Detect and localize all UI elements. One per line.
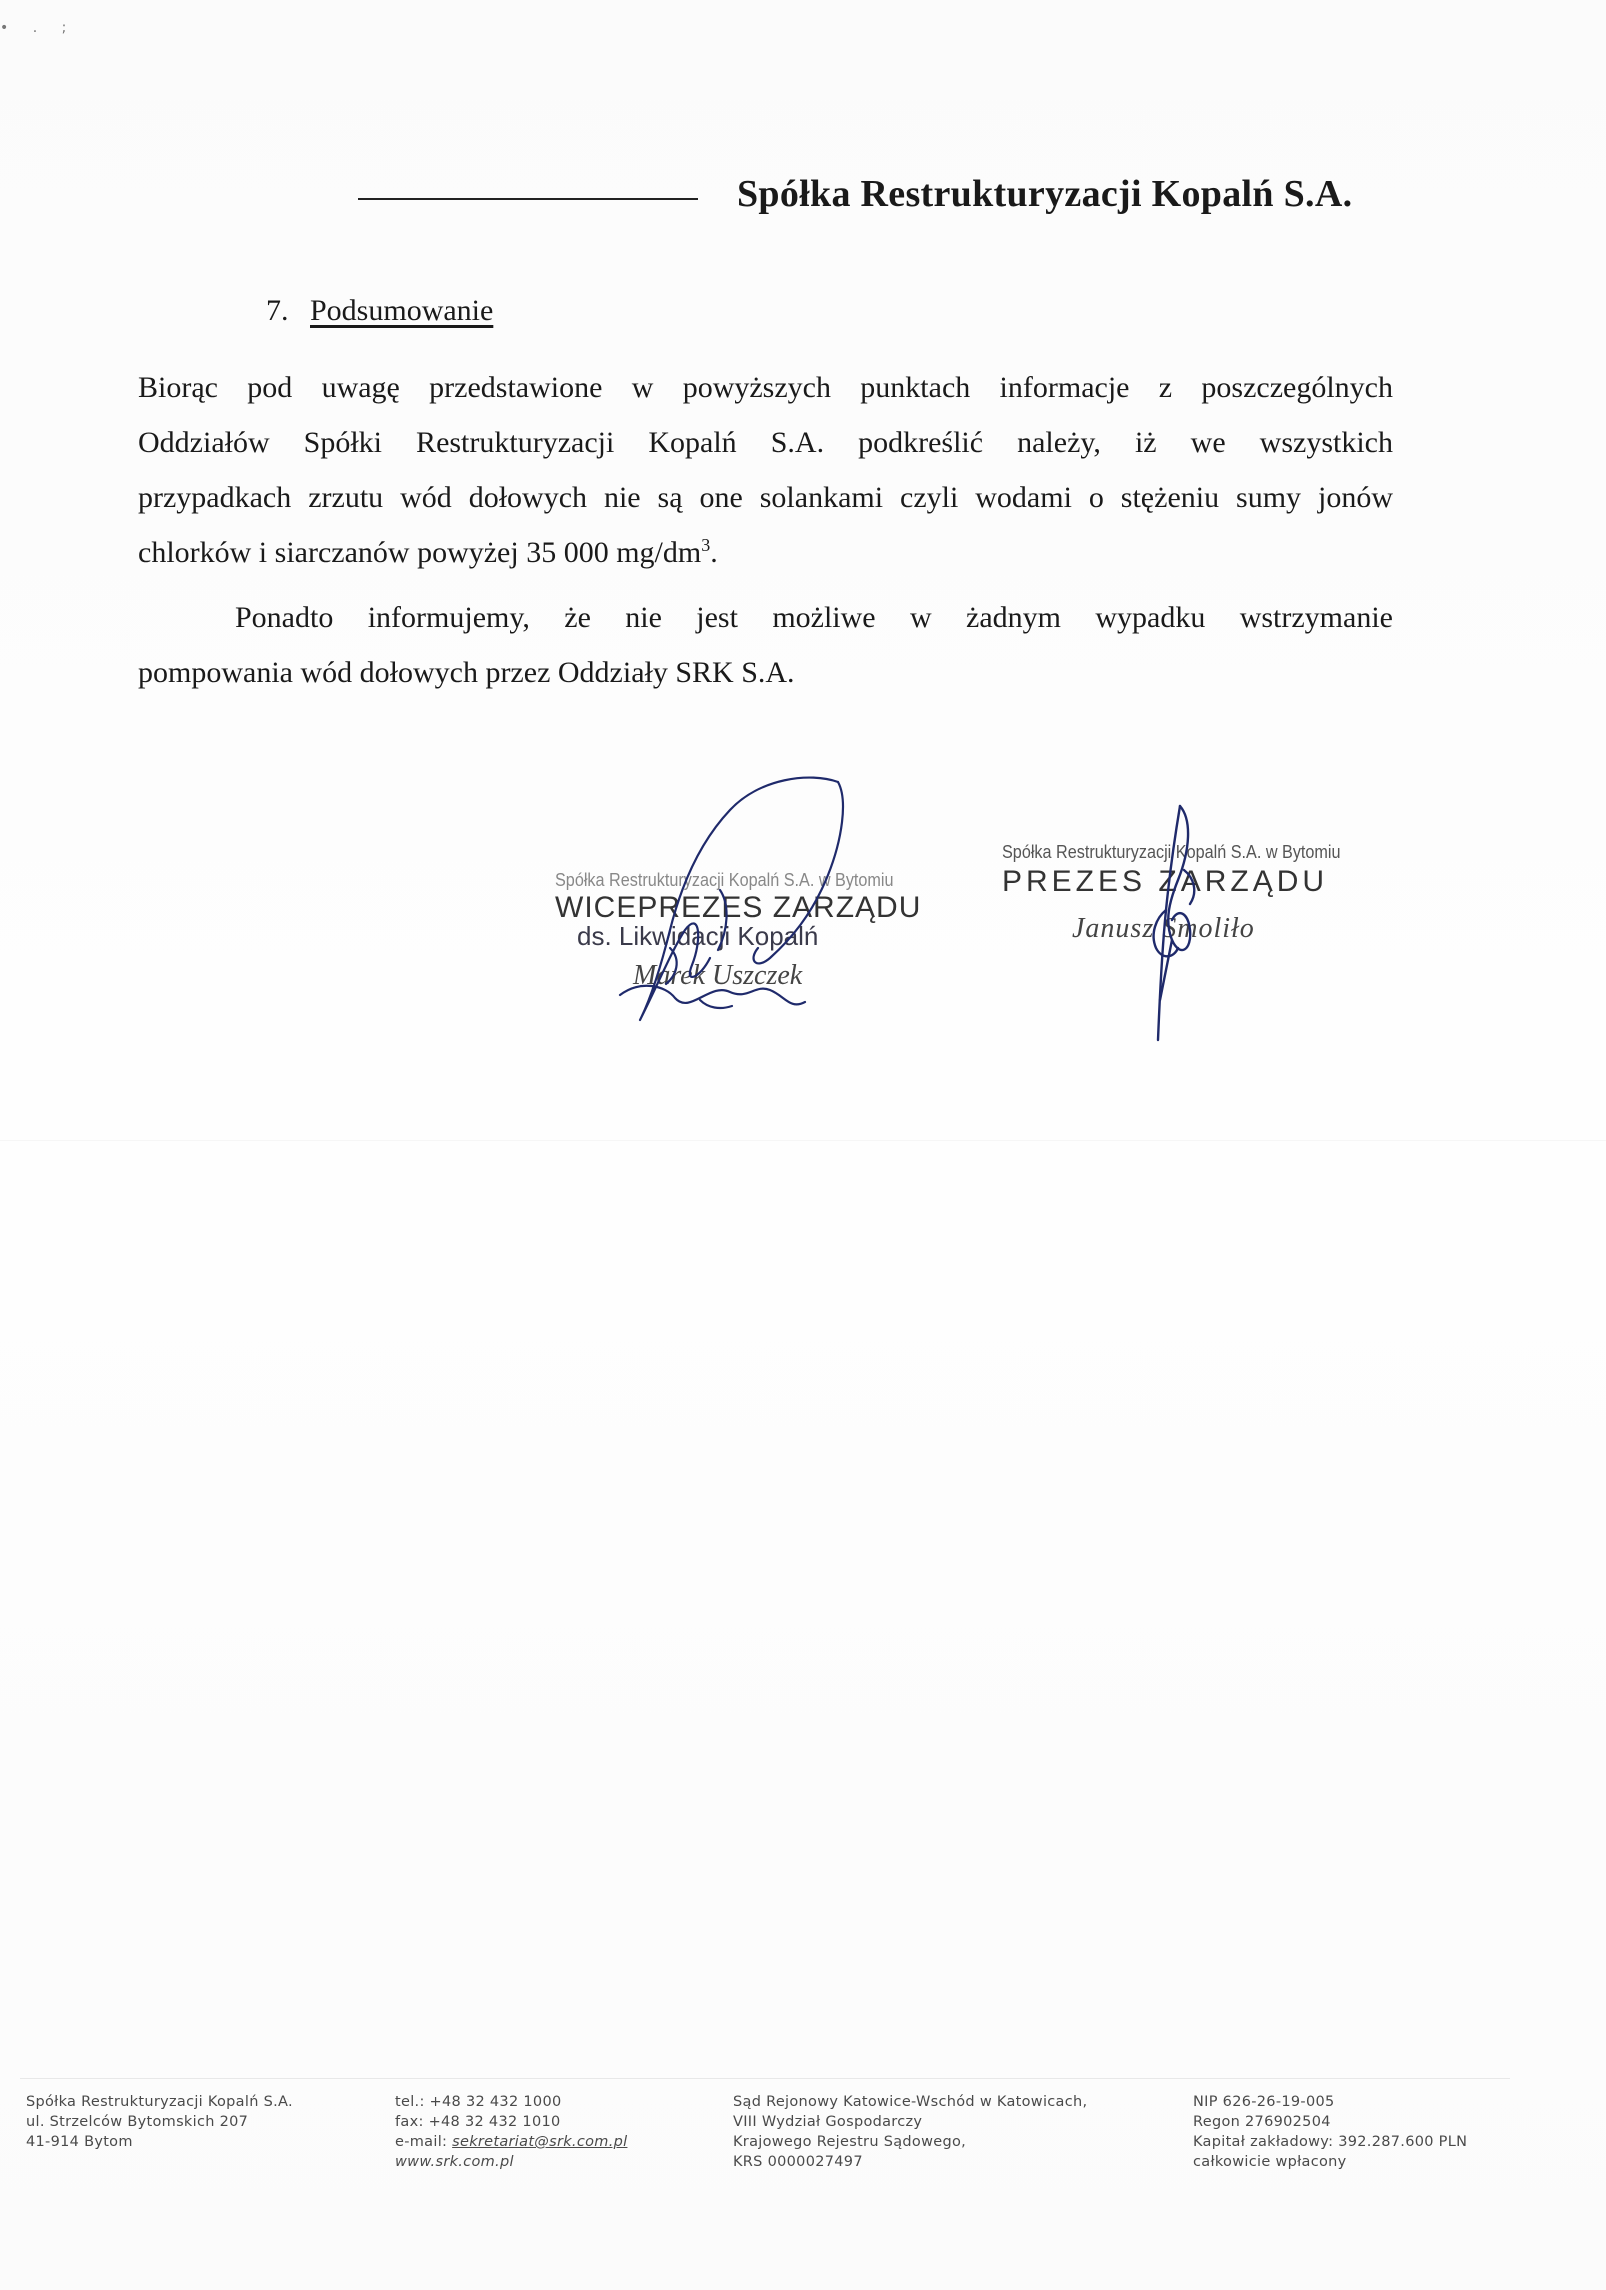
paragraph-line: Ponadto informujemy, że nie jest możliwe w żadnym wypadku wstrzymanie — [235, 601, 1393, 634]
scan-specks: • . ; — [0, 20, 77, 36]
footer-address — [26, 2092, 293, 2152]
footer-street: ul. Strzelców Bytomskich 207 — [26, 2114, 249, 2130]
footer-court: Sąd Rejonowy Katowice-Wschód w Katowicach, — [733, 2094, 1088, 2110]
signature-vice-president — [580, 770, 900, 1040]
footer-nip: NIP 626-26-19-005 — [1193, 2094, 1335, 2110]
footer-capital: Kapitał zakładowy: 392.287.600 PLN — [1193, 2134, 1468, 2150]
footer-register: Krajowego Rejestru Sądowego, — [733, 2134, 967, 2150]
footer-tax-info — [1193, 2092, 1467, 2172]
paragraph-line-text: chlorków i siarczanów powyżej 35 000 mg/dm — [138, 536, 702, 569]
scan-fold-line — [0, 1140, 1606, 1141]
paragraph-line: przypadkach zrzutu wód dołowych nie są one solankami czyli wodami o stężeniu sumy jonów — [138, 481, 1393, 514]
footer-fax: fax: +48 32 432 1010 — [395, 2114, 561, 2130]
sentence-end: . — [710, 536, 718, 569]
footer-tel: tel.: +48 32 432 1000 — [395, 2094, 562, 2110]
paragraph-statement — [138, 590, 1393, 700]
stamp-role: PREZES ZARZĄDU — [1002, 865, 1329, 898]
stamp-dept: ds. Likwidacji Kopalń — [577, 921, 819, 951]
footer-contact — [395, 2092, 627, 2172]
stamp-name: Janusz Smoliło — [1072, 913, 1255, 944]
footer-krs: KRS 0000027497 — [733, 2154, 863, 2170]
footer-email-row — [395, 2132, 627, 2152]
section-title: Podsumowanie — [310, 294, 494, 327]
unit-superscript: 3 — [701, 535, 711, 555]
stamp-role: WICEPREZES ZARZĄDU — [555, 891, 922, 924]
footer-company: Spółka Restrukturyzacji Kopalń S.A. — [26, 2094, 293, 2110]
footer-rule — [20, 2078, 1510, 2079]
section-number: 7. — [266, 294, 289, 327]
footer-city: 41-914 Bytom — [26, 2134, 133, 2150]
footer-regon: Regon 276902504 — [1193, 2114, 1331, 2130]
footer-division: VIII Wydział Gospodarczy — [733, 2114, 923, 2130]
paragraph-line: Biorąc pod uwagę przedstawione w powyższych punktach informacje z poszczególnych — [138, 371, 1393, 404]
company-header: Spółka Restrukturyzacji Kopalń S.A. — [737, 173, 1353, 215]
footer-email-link[interactable]: sekretariat@srk.com.pl — [452, 2134, 628, 2150]
section-heading — [266, 294, 493, 328]
paragraph-line-last: pompowania wód dołowych przez Oddziały SRK S.A. — [138, 656, 795, 689]
paragraph-line-last — [138, 525, 1393, 580]
paragraph-summary — [138, 360, 1393, 580]
footer-registry — [733, 2092, 1087, 2172]
stamp-org: Spółka Restrukturyzacji Kopalń S.A. w Bytomiu — [555, 870, 894, 890]
stamp-org: Spółka Restrukturyzacji Kopalń S.A. w Bytomiu — [1002, 842, 1341, 862]
footer-capital-note: całkowicie wpłacony — [1193, 2154, 1347, 2170]
paragraph-line: Oddziałów Spółki Restrukturyzacji Kopalń S.A. podkreślić należy, iż we wszystkich — [138, 426, 1393, 459]
signature-president — [1120, 800, 1230, 1050]
footer-website-link[interactable]: www.srk.com.pl — [395, 2154, 514, 2170]
footer-email-label: e-mail: — [395, 2134, 453, 2150]
header-rule — [358, 198, 698, 200]
stamp-name: Marek Uszczek — [633, 960, 803, 991]
